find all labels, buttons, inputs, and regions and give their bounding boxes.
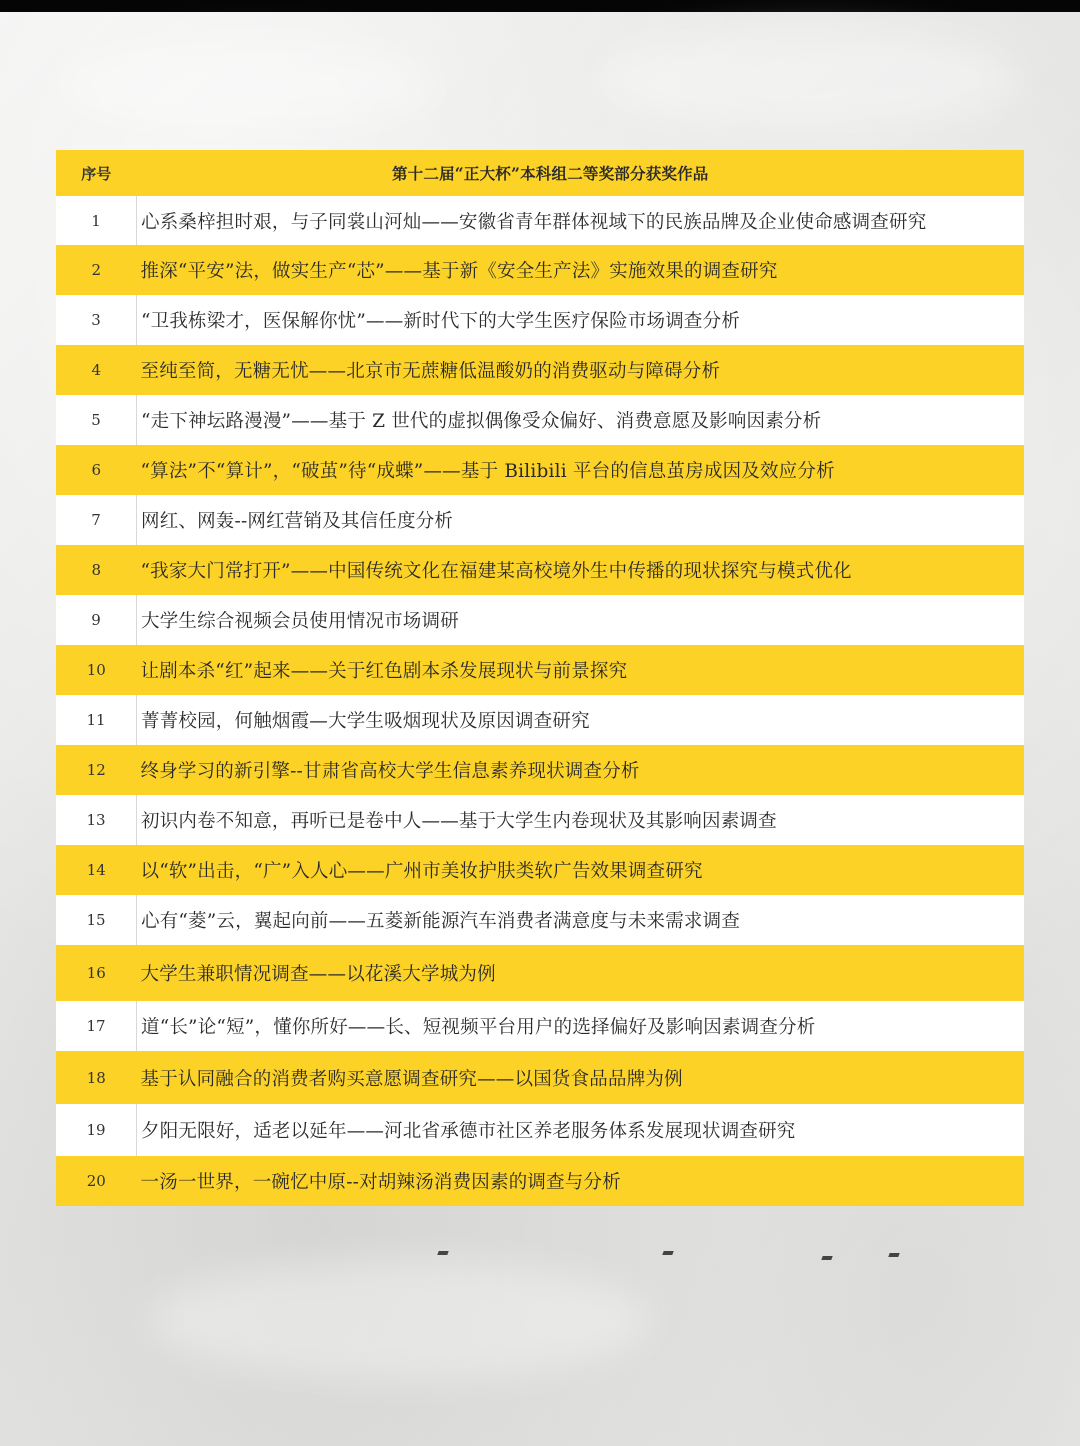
- row-title: “我家大门常打开”——中国传统文化在福建某高校境外生中传播的现状探究与模式优化: [137, 545, 1025, 595]
- row-number: 7: [56, 495, 137, 545]
- table-row: [56, 845, 1024, 895]
- table-row: [56, 945, 1024, 1001]
- row-title: 心有“菱”云，翼起向前——五菱新能源汽车消费者满意度与未来需求调查: [137, 895, 1025, 945]
- table-row: [56, 395, 1024, 445]
- row-title: “走下神坛路漫漫”——基于 Z 世代的虚拟偶像受众偏好、消费意愿及影响因素分析: [137, 395, 1025, 445]
- paper-texture-highlight: [150, 1260, 650, 1380]
- row-title: 心系桑梓担时艰，与子同裳山河灿——安徽省青年群体视域下的民族品牌及企业使命感调查研究: [137, 196, 1025, 245]
- table-row: [56, 645, 1024, 695]
- paper-texture-highlight: [600, 30, 1020, 130]
- table-row: [56, 1001, 1024, 1051]
- table-row: [56, 495, 1024, 545]
- table-row: [56, 196, 1024, 245]
- table-row: [56, 895, 1024, 945]
- row-title: 大学生综合视频会员使用情况市场调研: [137, 595, 1025, 645]
- header-title-label: 第十二届“正大杯”本科组二等奖部分获奖作品: [137, 150, 1025, 196]
- scan-mark: [888, 1253, 899, 1257]
- row-number: 3: [56, 295, 137, 345]
- row-number: 1: [56, 196, 137, 245]
- row-title: 大学生兼职情况调查——以花溪大学城为例: [137, 945, 1025, 1001]
- row-number: 4: [56, 345, 137, 395]
- row-title: 以“软”出击，“广”入人心——广州市美妆护肤类软广告效果调查研究: [137, 845, 1025, 895]
- scan-mark: [437, 1251, 448, 1255]
- row-number: 14: [56, 845, 137, 895]
- table-row: [56, 1156, 1024, 1206]
- table-row: [56, 545, 1024, 595]
- row-title: 道“长”论“短”，懂你所好——长、短视频平台用户的选择偏好及影响因素调查分析: [137, 1001, 1025, 1051]
- row-title: 让剧本杀“红”起来——关于红色剧本杀发展现状与前景探究: [137, 645, 1025, 695]
- table-row: [56, 745, 1024, 795]
- table-row: [56, 245, 1024, 295]
- row-number: 19: [56, 1104, 137, 1156]
- header-number-label: 序号: [56, 150, 137, 196]
- row-number: 2: [56, 245, 137, 295]
- table-row: [56, 1104, 1024, 1156]
- row-number: 18: [56, 1051, 137, 1104]
- row-title: 推深“平安”法，做实生产“芯”——基于新《安全生产法》实施效果的调查研究: [137, 245, 1025, 295]
- row-title: 至纯至简，无糖无忧——北京市无蔗糖低温酸奶的消费驱动与障碍分析: [137, 345, 1025, 395]
- row-number: 11: [56, 695, 137, 745]
- table-row: [56, 595, 1024, 645]
- row-title: 网红、网轰--网红营销及其信任度分析: [137, 495, 1025, 545]
- top-status-bar: [0, 0, 1080, 12]
- table-row: [56, 295, 1024, 345]
- row-number: 16: [56, 945, 137, 1001]
- table-header-row: [56, 150, 1024, 196]
- table-row: [56, 445, 1024, 495]
- table-row: [56, 795, 1024, 845]
- row-number: 8: [56, 545, 137, 595]
- row-title: 初识内卷不知意，再听已是卷中人——基于大学生内卷现状及其影响因素调查: [137, 795, 1025, 845]
- row-title: 一汤一世界，一碗忆中原--对胡辣汤消费因素的调查与分析: [137, 1156, 1025, 1206]
- awards-table-body: [56, 150, 1024, 1206]
- scan-mark: [821, 1256, 832, 1260]
- row-number: 10: [56, 645, 137, 695]
- row-number: 15: [56, 895, 137, 945]
- row-title: 菁菁校园，何触烟霞—大学生吸烟现状及原因调查研究: [137, 695, 1025, 745]
- row-number: 20: [56, 1156, 137, 1206]
- row-number: 17: [56, 1001, 137, 1051]
- table-row: [56, 1051, 1024, 1104]
- row-title: “算法”不“算计”，“破茧”待“成蝶”——基于 Bilibili 平台的信息茧房成因及效应分析: [137, 445, 1025, 495]
- row-title: 基于认同融合的消费者购买意愿调查研究——以国货食品品牌为例: [137, 1051, 1025, 1104]
- row-title: “卫我栋梁才，医保解你忧”——新时代下的大学生医疗保险市场调查分析: [137, 295, 1025, 345]
- scan-mark: [662, 1251, 673, 1255]
- row-title: 终身学习的新引擎--甘肃省高校大学生信息素养现状调查分析: [137, 745, 1025, 795]
- awards-table: [56, 150, 1024, 1206]
- row-number: 6: [56, 445, 137, 495]
- row-number: 12: [56, 745, 137, 795]
- paper-texture-highlight: [60, 40, 440, 130]
- row-title: 夕阳无限好，适老以延年——河北省承德市社区养老服务体系发展现状调查研究: [137, 1104, 1025, 1156]
- row-number: 5: [56, 395, 137, 445]
- row-number: 13: [56, 795, 137, 845]
- table-row: [56, 345, 1024, 395]
- row-number: 9: [56, 595, 137, 645]
- table-row: [56, 695, 1024, 745]
